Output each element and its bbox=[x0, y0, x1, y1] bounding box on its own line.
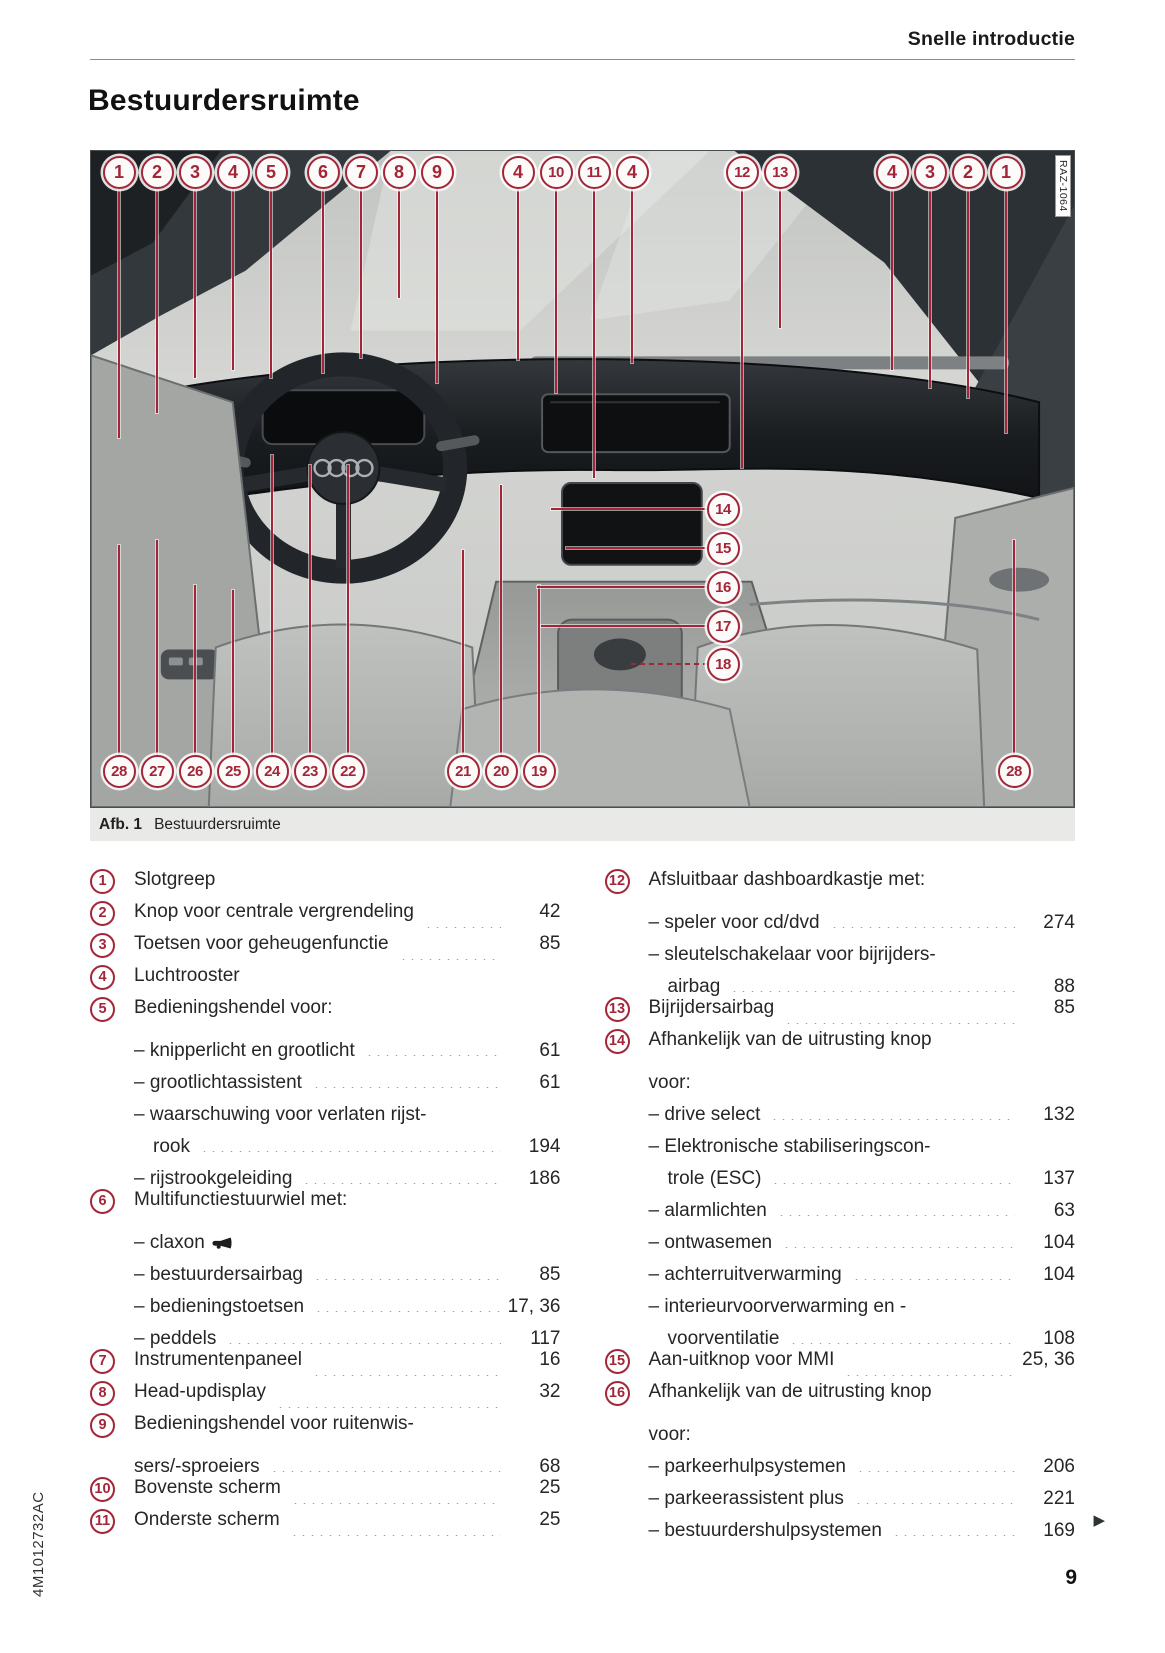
legend-gutter bbox=[90, 1344, 134, 1376]
legend-page-ref: 42 bbox=[539, 901, 561, 922]
callout-leader-line bbox=[566, 547, 709, 549]
legend-gutter bbox=[90, 1120, 134, 1152]
legend-item-label: Afhankelijk van de uitrusting knop bbox=[648, 1381, 932, 1402]
legend-page-ref: 85 bbox=[539, 1264, 561, 1285]
legend-row bbox=[605, 1408, 1076, 1445]
legend-gutter bbox=[90, 864, 134, 896]
legend-row bbox=[90, 1088, 561, 1125]
callout-leader-line bbox=[270, 186, 272, 378]
callout-leader-line bbox=[232, 186, 234, 370]
callout-leader-line bbox=[156, 186, 158, 413]
legend-gutter bbox=[605, 1344, 649, 1376]
legend-page-ref: 117 bbox=[530, 1328, 561, 1349]
legend-item-label: sers/-sproeiers bbox=[134, 1456, 260, 1477]
dot-leader bbox=[730, 973, 1015, 992]
legend-item-label: – achterruitverwarming bbox=[648, 1264, 842, 1285]
dot-leader bbox=[200, 1133, 501, 1152]
legend-gutter bbox=[90, 1280, 134, 1312]
legend-row bbox=[90, 1024, 561, 1061]
legend-row bbox=[605, 1056, 1076, 1093]
legend-gutter bbox=[90, 1152, 134, 1184]
callout-leader-line bbox=[779, 186, 781, 328]
legend-gutter bbox=[90, 896, 134, 928]
dot-leader bbox=[270, 1453, 501, 1472]
legend-item-label: Bovenste scherm bbox=[134, 1477, 281, 1498]
callout-26: 26 bbox=[179, 755, 212, 788]
callout-12: 12 bbox=[726, 156, 759, 189]
legend-page-ref: 132 bbox=[1043, 1104, 1075, 1125]
callout-leader-line bbox=[194, 585, 196, 757]
legend-row bbox=[605, 864, 1076, 896]
dot-leader bbox=[276, 1389, 500, 1408]
callout-leader-line bbox=[118, 186, 120, 438]
legend-gutter bbox=[90, 1088, 134, 1120]
callout-22: 22 bbox=[332, 755, 365, 788]
legend-gutter bbox=[605, 1152, 649, 1184]
legend-gutter bbox=[605, 1504, 649, 1536]
legend-item-label: Bedieningshendel voor ruitenwis- bbox=[134, 1413, 414, 1434]
legend-row bbox=[605, 1440, 1076, 1477]
dot-leader bbox=[777, 1197, 1015, 1216]
callout-3: 3 bbox=[914, 156, 947, 189]
legend-row bbox=[605, 960, 1076, 997]
legend-item-number: 15 bbox=[605, 1349, 630, 1374]
legend-item-label: Toetsen voor geheugenfunctie bbox=[134, 933, 389, 954]
callout-leader-line bbox=[271, 455, 273, 757]
callout-leader-line bbox=[555, 186, 557, 393]
callout-leader-line bbox=[593, 186, 595, 478]
legend-item-label: Aan-uitknop voor MMI bbox=[648, 1349, 835, 1370]
legend-item-label: – knipperlicht en grootlicht bbox=[134, 1040, 355, 1061]
legend-gutter bbox=[605, 1248, 649, 1280]
legend-gutter bbox=[90, 1472, 134, 1504]
figure-caption-label: Afb. 1 bbox=[99, 815, 143, 833]
callout-leader-line bbox=[347, 465, 349, 757]
callout-leader-line bbox=[194, 186, 196, 378]
legend-column-left bbox=[90, 864, 561, 1536]
legend-item-label: airbag bbox=[667, 976, 721, 997]
dashboard-drawing bbox=[91, 151, 1074, 807]
legend-row bbox=[90, 992, 561, 1024]
legend-row bbox=[90, 1152, 561, 1189]
legend-gutter bbox=[605, 1312, 649, 1344]
callout-18: 18 bbox=[707, 648, 740, 681]
legend-item-number: 1 bbox=[90, 869, 115, 894]
legend-row bbox=[605, 1472, 1076, 1509]
legend-gutter bbox=[605, 960, 649, 992]
dot-leader bbox=[399, 941, 501, 960]
legend-item-label: Afhankelijk van de uitrusting knop bbox=[648, 1029, 932, 1050]
dot-leader bbox=[784, 1005, 1015, 1024]
legend-item-label: – claxon bbox=[134, 1232, 205, 1253]
legend-item-number: 2 bbox=[90, 901, 115, 926]
callout-leader-line bbox=[631, 186, 633, 363]
legend-page-ref: 61 bbox=[539, 1072, 561, 1093]
callout-leader-line bbox=[541, 625, 709, 627]
legend-row bbox=[90, 1248, 561, 1285]
legend-page-ref: 63 bbox=[1053, 1200, 1075, 1221]
legend-item-number: 3 bbox=[90, 933, 115, 958]
legend-page-ref: 186 bbox=[528, 1168, 561, 1189]
legend-column-right bbox=[605, 864, 1105, 1541]
legend-page-ref: 25, 36 bbox=[1022, 1349, 1075, 1370]
dot-leader bbox=[782, 1229, 1015, 1248]
callout-leader-line bbox=[118, 545, 120, 757]
page-title: Bestuurdersruimte bbox=[88, 84, 360, 117]
legend-gutter bbox=[605, 1088, 649, 1120]
callout-28: 28 bbox=[998, 755, 1031, 788]
dot-leader bbox=[856, 1453, 1015, 1472]
legend-page-ref: 61 bbox=[539, 1040, 561, 1061]
callout-leader-line bbox=[1013, 540, 1015, 757]
legend-item-label: Instrumentenpaneel bbox=[134, 1349, 302, 1370]
legend-row bbox=[90, 1120, 561, 1157]
legend-item-number: 14 bbox=[605, 1029, 630, 1054]
dot-leader bbox=[313, 1261, 501, 1280]
legend-page-ref: 25 bbox=[539, 1509, 561, 1530]
callout-10: 10 bbox=[540, 156, 573, 189]
callout-leader-line bbox=[967, 186, 969, 398]
callout-21: 21 bbox=[447, 755, 480, 788]
callout-2: 2 bbox=[141, 156, 174, 189]
legend-page-ref: 137 bbox=[1043, 1168, 1075, 1189]
legend-item-label: – bestuurdersairbag bbox=[134, 1264, 303, 1285]
dot-leader bbox=[830, 909, 1015, 928]
legend-gutter bbox=[605, 928, 649, 960]
legend-item-label: Multifunctiestuurwiel met: bbox=[134, 1189, 348, 1210]
legend-item-number: 8 bbox=[90, 1381, 115, 1406]
dot-leader bbox=[770, 1101, 1015, 1120]
dot-leader bbox=[302, 1165, 500, 1184]
legend-gutter bbox=[90, 928, 134, 960]
legend-gutter bbox=[605, 1024, 649, 1056]
legend-page-ref: 88 bbox=[1053, 976, 1075, 997]
callout-1: 1 bbox=[990, 156, 1023, 189]
legend-gutter bbox=[90, 960, 134, 992]
legend-item-label: – bedieningstoetsen bbox=[134, 1296, 305, 1317]
callout-leader-line bbox=[156, 540, 158, 757]
legend-item-label: – sleutelschakelaar voor bijrijders- bbox=[648, 944, 936, 965]
image-code: RAZ-1064 bbox=[1055, 155, 1071, 217]
callout-9: 9 bbox=[421, 156, 454, 189]
callout-4: 4 bbox=[876, 156, 909, 189]
legend-item-label: – parkeerassistent plus bbox=[648, 1488, 844, 1509]
legend-gutter bbox=[605, 1216, 649, 1248]
legend-item-number: 6 bbox=[90, 1189, 115, 1214]
legend-gutter bbox=[90, 1440, 134, 1472]
legend-row bbox=[90, 1344, 561, 1376]
legend-item-label: – bestuurdershulpsystemen bbox=[648, 1520, 882, 1541]
legend-page-ref: 68 bbox=[539, 1456, 561, 1477]
legend-gutter bbox=[605, 896, 649, 928]
document-code: 4M1012732AC bbox=[30, 1491, 47, 1597]
legend-row bbox=[605, 928, 1076, 965]
legend-page-ref: 169 bbox=[1043, 1520, 1075, 1541]
callout-leader-line bbox=[551, 508, 709, 510]
legend-item-label: – alarmlichten bbox=[648, 1200, 767, 1221]
legend-row bbox=[90, 928, 561, 960]
legend-item-label: trole (ESC) bbox=[667, 1168, 762, 1189]
legend-row bbox=[90, 1504, 561, 1536]
legend-row bbox=[90, 1056, 561, 1093]
legend-item-label: – interieurvoorverwarming en - bbox=[648, 1296, 907, 1317]
callout-1: 1 bbox=[103, 156, 136, 189]
dot-leader bbox=[291, 1485, 501, 1504]
legend-item-label: – drive select bbox=[648, 1104, 761, 1125]
callout-leader-line bbox=[322, 186, 324, 373]
callout-11: 11 bbox=[578, 156, 611, 189]
legend-row bbox=[605, 1312, 1076, 1349]
legend-row bbox=[90, 1184, 561, 1216]
figure-caption bbox=[90, 808, 1075, 841]
legend-row bbox=[90, 896, 561, 928]
callout-leader-line bbox=[309, 465, 311, 757]
callout-leader-line bbox=[1005, 186, 1007, 433]
dot-leader bbox=[789, 1325, 1015, 1344]
dot-leader bbox=[771, 1165, 1015, 1184]
callout-4: 4 bbox=[217, 156, 250, 189]
legend-item-label: Knop voor centrale vergrendeling bbox=[134, 901, 414, 922]
legend-item-number: 11 bbox=[90, 1509, 115, 1534]
callout-25: 25 bbox=[217, 755, 250, 788]
legend-row bbox=[605, 1088, 1076, 1125]
header-rule bbox=[90, 59, 1075, 60]
legend-item-number: 10 bbox=[90, 1477, 115, 1502]
legend-item-label: – peddels bbox=[134, 1328, 217, 1349]
legend-gutter bbox=[90, 1216, 134, 1248]
legend-page-ref: 17, 36 bbox=[507, 1296, 561, 1317]
callout-16: 16 bbox=[707, 571, 740, 604]
callout-4: 4 bbox=[502, 156, 535, 189]
callout-leader-line bbox=[538, 585, 540, 757]
legend-row bbox=[605, 1152, 1076, 1189]
legend-row bbox=[605, 1280, 1076, 1317]
legend-item-label: – Elektronische stabiliseringscon- bbox=[648, 1136, 931, 1157]
legend-row bbox=[605, 1344, 1076, 1376]
callout-4: 4 bbox=[616, 156, 649, 189]
legend-item-number: 9 bbox=[90, 1413, 115, 1438]
legend-gutter bbox=[605, 1376, 649, 1408]
legend-gutter bbox=[90, 1312, 134, 1344]
legend-item-label: – speler voor cd/dvd bbox=[648, 912, 820, 933]
legend-row bbox=[605, 1216, 1076, 1253]
legend-row bbox=[90, 1216, 561, 1253]
dot-leader bbox=[312, 1357, 501, 1376]
callout-6: 6 bbox=[307, 156, 340, 189]
legend-gutter bbox=[605, 1056, 649, 1088]
dot-leader bbox=[852, 1261, 1015, 1280]
callout-leader-line bbox=[741, 186, 743, 468]
legend-item-label: Onderste scherm bbox=[134, 1509, 280, 1530]
legend-item-number: 4 bbox=[90, 965, 115, 990]
callout-leader-line bbox=[891, 186, 893, 370]
legend-gutter bbox=[90, 1376, 134, 1408]
legend-item-label: – parkeerhulpsystemen bbox=[648, 1456, 846, 1477]
callout-leader-line bbox=[436, 186, 438, 383]
legend-row bbox=[90, 1376, 561, 1408]
dot-leader bbox=[365, 1037, 501, 1056]
legend-page-ref: 108 bbox=[1043, 1328, 1075, 1349]
legend-gutter bbox=[605, 1472, 649, 1504]
legend-page-ref: 206 bbox=[1043, 1456, 1075, 1477]
legend-item-label: – ontwasemen bbox=[648, 1232, 773, 1253]
callout-leader-line bbox=[360, 186, 362, 358]
callout-23: 23 bbox=[294, 755, 327, 788]
legend-row bbox=[90, 1280, 561, 1317]
legend-item-label: Afsluitbaar dashboardkastje met: bbox=[648, 869, 926, 890]
legend-item-label: voorventilatie bbox=[667, 1328, 780, 1349]
legend-row bbox=[90, 1408, 561, 1440]
dot-leader bbox=[312, 1069, 501, 1088]
callout-17: 17 bbox=[707, 610, 740, 643]
callout-15: 15 bbox=[707, 532, 740, 565]
legend-gutter bbox=[605, 992, 649, 1024]
cockpit-illustration bbox=[90, 150, 1075, 808]
legend-gutter bbox=[605, 1440, 649, 1472]
callout-leader-line bbox=[232, 590, 234, 757]
legend-item-label: – rijstrookgeleiding bbox=[134, 1168, 293, 1189]
legend-row bbox=[605, 1248, 1076, 1285]
legend-item-number: 12 bbox=[605, 869, 630, 894]
dot-leader bbox=[290, 1517, 501, 1536]
legend-row bbox=[90, 1440, 561, 1477]
legend-item-number: 13 bbox=[605, 997, 630, 1022]
legend-page-ref: 25 bbox=[539, 1477, 561, 1498]
legend-gutter bbox=[90, 1184, 134, 1216]
legend-item-label: Bijrijdersairbag bbox=[648, 997, 775, 1018]
callout-5: 5 bbox=[255, 156, 288, 189]
callout-leader-line bbox=[517, 186, 519, 360]
legend-gutter bbox=[605, 1408, 649, 1440]
legend-page-ref: 194 bbox=[528, 1136, 561, 1157]
legend-item-label: Luchtrooster bbox=[134, 965, 240, 986]
legend-row bbox=[605, 1120, 1076, 1157]
callout-leader-line bbox=[500, 485, 502, 757]
legend-item-label: Head-updisplay bbox=[134, 1381, 267, 1402]
callout-13: 13 bbox=[764, 156, 797, 189]
legend-page-ref: 104 bbox=[1043, 1232, 1075, 1253]
callout-leader-line bbox=[929, 186, 931, 388]
legend-gutter bbox=[605, 1120, 649, 1152]
callout-leader-line bbox=[398, 186, 400, 298]
legend-row bbox=[605, 1024, 1076, 1056]
legend-page-ref: 85 bbox=[1053, 997, 1075, 1018]
legend-page-ref: 221 bbox=[1043, 1488, 1075, 1509]
callout-3: 3 bbox=[179, 156, 212, 189]
figure-caption-text: Bestuurdersruimte bbox=[154, 815, 281, 833]
callout-24: 24 bbox=[256, 755, 289, 788]
dot-leader bbox=[314, 1293, 500, 1312]
callout-2: 2 bbox=[952, 156, 985, 189]
callout-19: 19 bbox=[523, 755, 556, 788]
legend-gutter bbox=[605, 1280, 649, 1312]
callout-28: 28 bbox=[103, 755, 136, 788]
legend-row bbox=[90, 864, 561, 896]
legend-page-ref: 104 bbox=[1043, 1264, 1075, 1285]
continue-arrow-icon: ▶ bbox=[1093, 1512, 1105, 1529]
legend-row bbox=[90, 1472, 561, 1504]
legend-item-label: rook bbox=[153, 1136, 190, 1157]
legend bbox=[90, 864, 1105, 1541]
legend-gutter bbox=[90, 992, 134, 1024]
legend-row bbox=[605, 896, 1076, 933]
legend-page-ref: 16 bbox=[539, 1349, 561, 1370]
legend-page-ref: 85 bbox=[539, 933, 561, 954]
legend-gutter bbox=[90, 1408, 134, 1440]
callout-leader-line bbox=[631, 663, 709, 665]
dot-leader bbox=[424, 909, 501, 928]
legend-gutter bbox=[90, 1056, 134, 1088]
legend-item-label: – grootlichtassistent bbox=[134, 1072, 302, 1093]
legend-item-number: 5 bbox=[90, 997, 115, 1022]
legend-item-number: 16 bbox=[605, 1381, 630, 1406]
callout-14: 14 bbox=[707, 493, 740, 526]
legend-gutter bbox=[605, 1184, 649, 1216]
callout-7: 7 bbox=[345, 156, 378, 189]
callout-8: 8 bbox=[383, 156, 416, 189]
legend-item-label: Slotgreep bbox=[134, 869, 216, 890]
legend-page-ref: 32 bbox=[539, 1381, 561, 1402]
legend-item-label: Bedieningshendel voor: bbox=[134, 997, 333, 1018]
legend-row bbox=[90, 960, 561, 992]
legend-gutter bbox=[90, 1024, 134, 1056]
dot-leader bbox=[226, 1325, 500, 1344]
callout-leader-line bbox=[537, 586, 709, 588]
legend-item-number: 7 bbox=[90, 1349, 115, 1374]
page-number: 9 bbox=[1065, 1566, 1077, 1589]
dot-leader bbox=[844, 1357, 1014, 1376]
legend-gutter bbox=[90, 1504, 134, 1536]
callout-leader-line bbox=[462, 550, 464, 757]
section-header: Snelle introductie bbox=[907, 28, 1075, 50]
dot-leader bbox=[854, 1485, 1015, 1504]
callout-27: 27 bbox=[141, 755, 174, 788]
legend-row bbox=[90, 1312, 561, 1349]
dot-leader bbox=[892, 1517, 1015, 1536]
legend-item-label: voor: bbox=[648, 1072, 691, 1093]
callout-20: 20 bbox=[485, 755, 518, 788]
legend-gutter bbox=[90, 1248, 134, 1280]
legend-gutter bbox=[605, 864, 649, 896]
legend-page-ref: 274 bbox=[1043, 912, 1075, 933]
legend-row bbox=[605, 1504, 1105, 1541]
legend-row bbox=[605, 992, 1076, 1024]
legend-row bbox=[605, 1376, 1076, 1408]
legend-item-label: voor: bbox=[648, 1424, 691, 1445]
legend-row bbox=[605, 1184, 1076, 1221]
legend-item-label: – waarschuwing voor verlaten rijst- bbox=[134, 1104, 427, 1125]
